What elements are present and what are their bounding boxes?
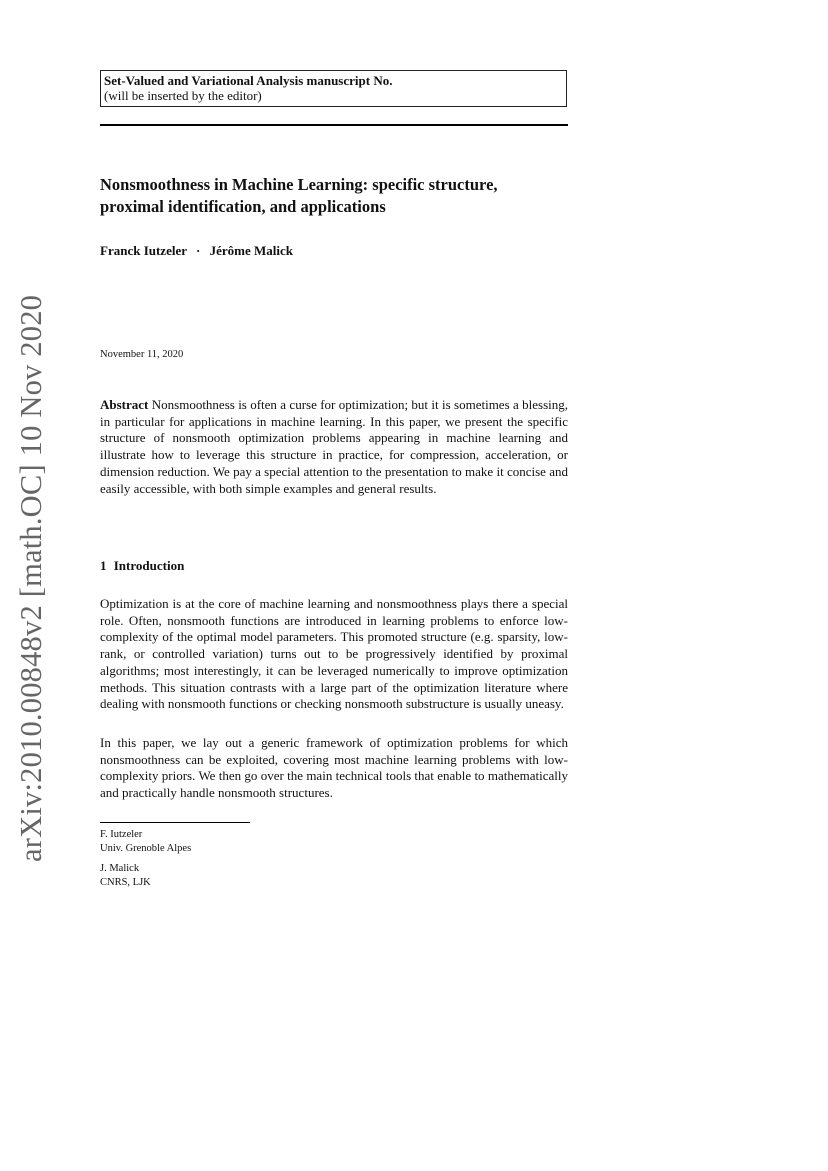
journal-title: Set-Valued and Variational Analysis manuscript No. — [104, 73, 393, 88]
abstract-text: Nonsmoothness is often a curse for optimization; but it is sometimes a blessing, in particular for applications in machine learning. In this paper, we present the specific structure of nonsmooth optimization problems appearing in machine learning and illustrate how to leverage this structure in practice, for compression, acceleration, or dimension reduction. We pay a special attention to the presentation to make it concise and easily accessible, with both simple examples and general results. — [100, 397, 568, 496]
section-title: Introduction — [113, 558, 185, 573]
footnote-author-1-affiliation: Univ. Grenoble Alpes — [100, 842, 192, 854]
footnote-rule — [100, 822, 250, 823]
footnote-author-2-name: J. Malick — [100, 863, 140, 874]
paper-title-line-2: proximal identification, and applications — [100, 197, 386, 216]
abstract — [100, 397, 568, 497]
footnote-author-1 — [100, 828, 191, 855]
intro-paragraph-1: Optimization is at the core of machine learning and nonsmoothness plays there a special role. Often, nonsmooth functions are introduced in learning problems to enforce low-complexity of the optimal model parameters. This promoted structure (e.g. sparsity, low-rank, or controlled variation) turns out to be progressively identified by proximal algorithms; most interestingly, it can be leveraged numerically to improve optimization methods. This situation contrasts with a large part of the optimization literature where dealing with nonsmooth functions or checking nonsmooth substructure is usually uneasy. — [100, 596, 568, 712]
footnote-author-1-name: F. Iutzeler — [100, 829, 143, 840]
journal-note: (will be inserted by the editor) — [104, 88, 262, 103]
paper-date: November 11, 2020 — [100, 349, 184, 360]
arxiv-identifier: arXiv:2010.00848v2 [math.OC] 10 Nov 2020 — [14, 294, 48, 862]
author-list — [100, 243, 293, 259]
section-number: 1 — [100, 558, 107, 573]
author-separator: · — [196, 243, 201, 258]
footnote-author-2 — [100, 862, 151, 889]
paper-title — [100, 174, 570, 218]
journal-header-box — [100, 70, 567, 107]
author-malick: Jérôme Malick — [209, 243, 294, 258]
paper-title-line-1: Nonsmoothness in Machine Learning: specific structure, — [100, 175, 498, 194]
footnote-author-2-affiliation: CNRS, LJK — [100, 876, 151, 888]
author-iutzeler: Franck Iutzeler — [100, 243, 187, 258]
abstract-label: Abstract — [100, 397, 149, 412]
section-heading-introduction — [100, 558, 184, 574]
intro-paragraph-2: In this paper, we lay out a generic framework of optimization problems for which nonsmoothness can be exploited, covering most machine learning problems with low-complexity priors. We then go over the main technical tools that enable to mathematically and practically handle nonsmooth structures. — [100, 735, 568, 801]
title-top-rule — [100, 124, 568, 126]
